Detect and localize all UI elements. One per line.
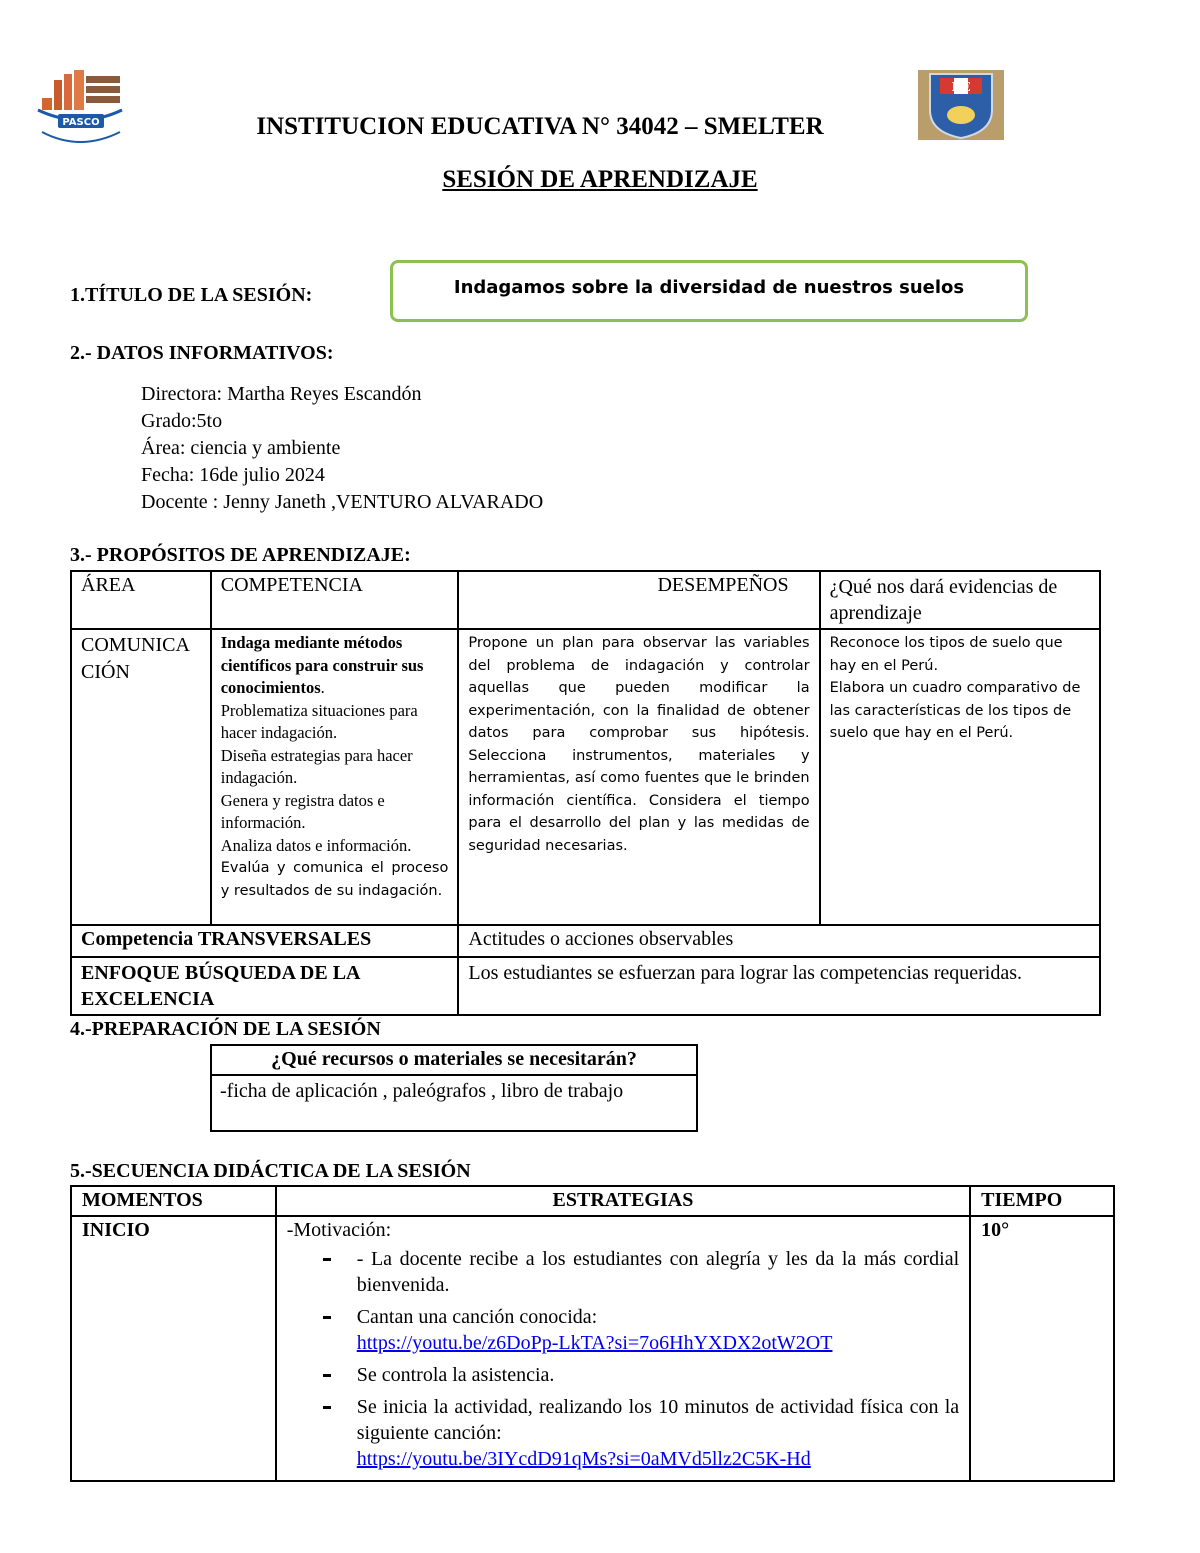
transversal-label: Competencia TRANSVERSALES — [71, 925, 458, 957]
purposes-label: 3.- PROPÓSITOS DE APRENDIZAJE: — [70, 544, 411, 566]
header-area: ÁREA — [71, 571, 211, 629]
motivation-heading: -Motivación: — [286, 1219, 392, 1241]
info-docente: Docente : Jenny Janeth ,VENTURO ALVARADO — [141, 491, 544, 513]
logo-text: PASCO — [62, 117, 100, 128]
session-title-label: 1.TÍTULO DE LA SESIÓN: — [70, 284, 313, 306]
info-area: Área: ciencia y ambiente — [141, 437, 341, 459]
evidencias-cell — [820, 629, 1100, 925]
sequence-table — [70, 1185, 1115, 1482]
transversal-value: Actitudes o acciones observables — [458, 925, 1100, 957]
materials-answer: -ficha de aplicación , paleógrafos , libro de trabajo — [211, 1075, 697, 1131]
area-value: COMUNICACIÓN — [71, 629, 211, 925]
enfoque-label: ENFOQUE BÚSQUEDA DE LA EXCELENCIA — [71, 957, 458, 1015]
session-title-box: Indagamos sobre la diversidad de nuestros suelos — [390, 260, 1028, 322]
document-title: SESIÓN DE APRENDIZAJE — [442, 166, 758, 193]
preparation-label: 4.-PREPARACIÓN DE LA SESIÓN — [70, 1018, 381, 1040]
purposes-table — [70, 570, 1101, 1016]
header-estrategias: ESTRATEGIAS — [276, 1186, 970, 1216]
strategy-list — [287, 1246, 959, 1472]
informative-data-label: 2.- DATOS INFORMATIVOS: — [70, 342, 334, 364]
strategy-item: Cantan una canción conocida: https://youtu.be/z6DoPp-LkTA?si=7o6HhYXDX2otW2OT — [357, 1304, 959, 1356]
song-link[interactable]: https://youtu.be/z6DoPp-LkTA?si=7o6HhYXDX2otW2OT — [356, 1332, 833, 1354]
header-desempenos: DESEMPEÑOS — [458, 571, 819, 629]
strategy-item: Se inicia la actividad, realizando los 10 minutos de actividad física con la siguiente canción: https://youtu.be/3IYcdD91qMs?si=0aMVd5llz2C5K-Hd — [356, 1396, 960, 1470]
header-momentos: MOMENTOS — [71, 1186, 276, 1216]
competencia-item: Evalúa y comunica el proceso y resultados de su indagación. — [220, 860, 449, 899]
exercise-song-link[interactable]: https://youtu.be/3IYcdD91qMs?si=0aMVd5llz2C5K-Hd — [356, 1448, 811, 1470]
info-directora: Directora: Martha Reyes Escandón — [141, 383, 422, 405]
evidencia-item: Elabora un cuadro comparativo de las características de los tipos de suelo que hay en el Perú. — [829, 680, 1081, 741]
header-tiempo: TIEMPO — [970, 1186, 1114, 1216]
enfoque-value: Los estudiantes se esfuerzan para lograr las competencias requeridas. — [458, 957, 1100, 1015]
time-value: 10° — [970, 1216, 1114, 1481]
competencia-item: Diseña estrategias para hacer indagación. — [220, 745, 413, 787]
materials-question: ¿Qué recursos o materiales se necesitarán? — [211, 1045, 697, 1075]
strategy-item: Se controla la asistencia. — [357, 1362, 959, 1388]
header-evidencias: ¿Qué nos dará evidencias de aprendizaje — [820, 571, 1100, 629]
competencia-title: Indaga mediante métodos científicos para construir sus conocimientos — [220, 633, 424, 697]
evidencia-item: Reconoce los tipos de suelo que hay en el Perú. — [829, 635, 1063, 674]
competencia-item: Analiza datos e información. — [220, 835, 412, 855]
info-grado: Grado:5to — [141, 410, 223, 432]
info-fecha: Fecha: 16de julio 2024 — [141, 464, 325, 486]
desempenos-value: Propone un plan para observar las variables del problema de indagación y controlar aquellas que pueden modificar la experimentación, con la finalidad de obtener datos para comprobar sus hipótesis. Selecciona instrumentos, materiales y herramientas, así como fuentes que le brinden información científica. Considera el tiempo para el desarrollo del plan y las medidas de seguridad necesarias. — [458, 629, 819, 925]
sequence-label: 5.-SECUENCIA DIDÁCTICA DE LA SESIÓN — [70, 1160, 471, 1182]
materials-table — [210, 1044, 698, 1132]
informative-data-list — [141, 381, 543, 516]
competencia-item: Problematiza situaciones para hacer indagación. — [220, 700, 418, 742]
moment-inicio: INICIO — [71, 1216, 276, 1481]
competencia-cell: Indaga mediante métodos científicos para construir sus conocimientos. Problematiza situaciones para hacer indagación. Diseña estrategias para hacer indagación. Genera y registra datos e información. Analiza datos e información. Evalúa y comunica el proceso y resultados de su indagación. — [211, 629, 459, 925]
strategy-item: - La docente recibe a los estudiantes con alegría y les da la más cordial bienvenida. — [356, 1248, 960, 1296]
competencia-item: Genera y registra datos e información. — [220, 790, 385, 832]
institution-title: INSTITUCION EDUCATIVA N° 34042 – SMELTER — [256, 113, 824, 140]
header-competencia: COMPETENCIA — [211, 571, 459, 629]
shield-text: I E — [951, 80, 971, 94]
strategies-cell — [276, 1216, 970, 1481]
